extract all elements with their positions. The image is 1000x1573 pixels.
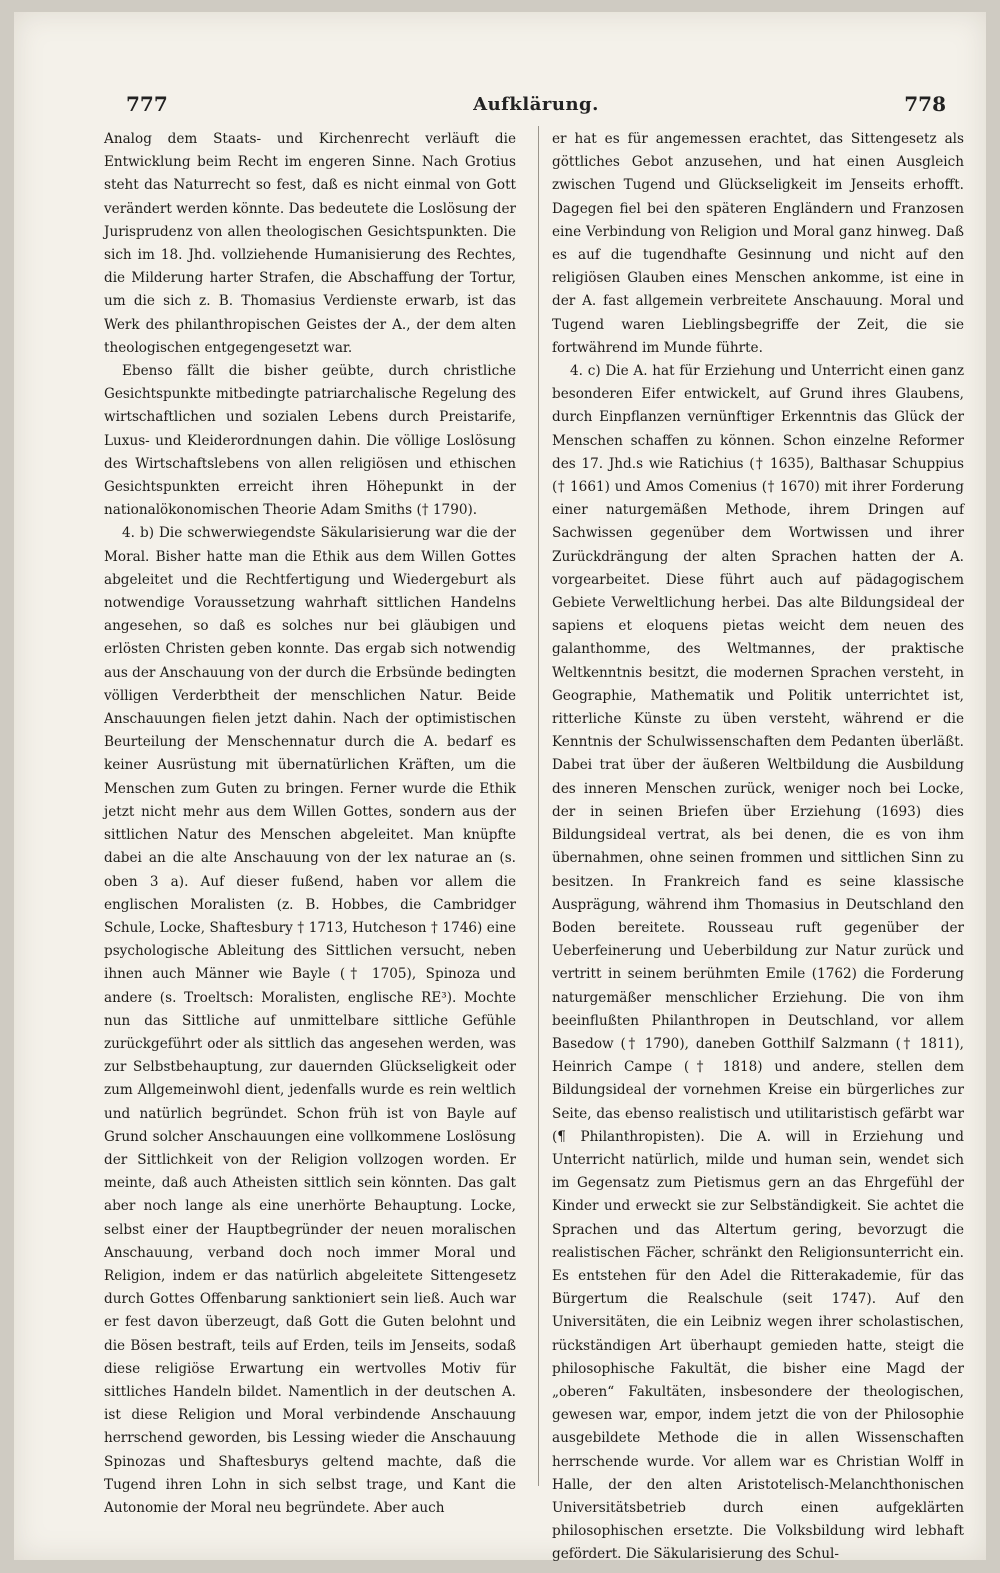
right-column <box>552 128 964 1563</box>
page-header <box>126 92 946 126</box>
paragraph: er hat es für angemessen erachtet, das Sittengesetz als göttliches Gebot anzusehen, und hat einen Ausgleich zwischen Tugend und Glückseligkeit im Jenseits erhofft. Dagegen fiel bei den späteren Engländern und Franzosen eine Verbindung von Religion und Moral ganz hinweg. Daß es auf die tugendhafte Gesinnung und nicht auf den religiösen Glauben eines Menschen ankomme, ist eine in der A. fast allgemein verbreitete Anschauung. Moral und Tugend waren Lieblingsbegriffe der Zeit, die sie fortwährend im Munde führte. <box>552 131 964 356</box>
running-head: Aufklärung. <box>473 94 599 115</box>
page-number-right: 778 <box>904 92 946 116</box>
paragraph: 4. c) Die A. hat für Erziehung und Unterricht einen ganz besonderen Eifer entwickelt, auf Grund ihres Glaubens, durch Einpflanzen vernünftiger Erkenntnis das Glück der Menschen schaffen zu können. Schon einzelne Reformer des 17. Jhd.s wie Ratichius († 1635), Balthasar Schuppius († 1661) und Amos Comenius († 1670) mit ihrer Forderung einer naturgemäßen Methode, ihrem Dringen auf Sachwissen gegenüber dem Wortwissen und ihrer Zurückdrängung der alten Sprachen hatten der A. vorgearbeitet. Diese führt auch auf pädagogischem Gebiete Verweltlichung herbei. Das alte Bildungsideal der sapiens et eloquens pietas weicht dem neuen des galanthomme, des Weltmannes, der praktische Weltkenntnis besitzt, die modernen Sprachen versteht, in Geographie, Mathematik und Politik unterrichtet ist, ritterliche Künste zu üben versteht, während er die Kenntnis der Schulwissenschaften dem Pedanten überläßt. Dabei trat über der äußeren Weltbildung die Ausbildung des inneren Menschen zurück, weniger noch bei Locke, der in seinen Briefen über Erziehung (1693) dies Bildungsideal vertrat, als bei denen, die es von ihm übernahmen, ohne seinen frommen und sittlichen Sinn zu besitzen. In Frankreich fand es seine klassische Ausprägung, während ihm Thomasius in Deutschland den Boden bereitete. Rousseau ruft gegenüber der Ueberfeinerung und Ueberbildung zur Natur zurück und vertritt in seinem berühmten Emile (1762) die Forderung naturgemäßer menschlicher Erziehung. Die von ihm beeinflußten Philanthropen in Deutschland, vor allem Basedow († 1790), daneben Gotthilf Salzmann († 1811), Heinrich Campe († 1818) und andere, stellen dem Bildungsideal der vornehmen Kreise ein bürgerliches zur Seite, das ebenso realistisch und utilitaristisch gefärbt war (¶ Philanthropisten). Die A. will in Erziehung und Unterricht natürlich, milde und human sein, wendet sich im Gegensatz zum Pietismus gern an das Ehrgefühl der Kinder und erweckt sie zur Selbständigkeit. Sie achtet die Sprachen und das Altertum gering, bevorzugt die realistischen Fächer, schränkt den Religionsunterricht ein. Es entstehen für den Adel die Ritterakademie, für das Bürgertum die Realschule (seit 1747). Auf den Universitäten, die ein Leibniz wegen ihrer scholastischen, rückständigen Art überhaupt gemieden hatte, steigt die philosophische Fakultät, die bisher eine Magd der „oberen“ Fakultäten, insbesondere der theologischen, gewesen war, empor, indem jetzt die von der Philosophie ausgebildete Methode die in allen Wissenschaften herrschende wurde. Vor allem war es Christian Wolff in Halle, der den alten Aristotelisch-Melanchthonischen Universitätsbetrieb durch einen aufgeklärten philosophischen ersetzte. Die Volksbildung wird lebhaft gefördert. Die Säkularisierung des Schul- <box>552 363 964 1563</box>
paragraph: 4. b) Die schwerwiegendste Säkularisierung war die der Moral. Bisher hatte man die Ethik aus dem Willen Gottes abgeleitet und die Rechtfertigung und Wiedergeburt als notwendige Voraussetzung wahrhaft sittlichen Handelns angesehen, so daß es solches nur bei gläubigen und erlösten Christen geben konnte. Das ergab sich notwendig aus der Anschauung von der durch die Erbsünde bedingten völligen Verderbtheit der menschlichen Natur. Beide Anschauungen fielen jetzt dahin. Nach der optimistischen Beurteilung der Menschennatur durch die A. bedarf es keiner Ausrüstung mit übernatürlichen Kräften, um die Menschen zum Guten zu bringen. Ferner wurde die Ethik jetzt nicht mehr aus dem Willen Gottes, sondern aus der sittlichen Natur des Menschen abgeleitet. Man knüpfte dabei an die alte Anschauung von der lex naturae an (s. oben 3 a). Auf dieser fußend, haben vor allem die englischen Moralisten (z. B. Hobbes, die Cambridger Schule, Locke, Shaftesbury † 1713, Hutcheson † 1746) eine psychologische Ableitung des Sittlichen versucht, neben ihnen auch Männer wie Bayle († 1705), Spinoza und andere (s. Troeltsch: Moralisten, englische RE³). Mochte nun das Sittliche auf unmittelbare sittliche Gefühle zurückgeführt oder als sittlich das angesehen werden, was zur Selbstbehauptung, zur dauernden Glückseligkeit oder zum Allgemeinwohl dient, jedenfalls wurde es rein weltlich und natürlich begründet. Schon früh ist von Bayle auf Grund solcher Anschauungen eine vollkommene Loslösung der Sittlichkeit von der Religion vollzogen worden. Er meinte, daß auch Atheisten sittlich sein könnten. Das galt aber noch lange als eine unerhörte Behauptung. Locke, selbst einer der Hauptbegründer der neuen moralischen Anschauung, verband doch noch immer Moral und Religion, indem er das natürlich abgeleitete Sittengesetz durch Gottes Offenbarung sanktioniert sein ließ. Auch war er fest davon überzeugt, daß Gott die Guten belohnt und die Bösen bestraft, teils auf Erden, teils im Jenseits, sodaß diese religiöse Erwartung ein wertvolles Motiv für sittliches Handeln bildet. Namentlich in der deutschen A. ist diese Religion und Moral verbindende Anschauung herrschend geworden, bis Lessing wieder die Anschauung Spinozas und Shaftesburys geltend machte, daß die Tugend ihren Lohn in sich selbst trage, und Kant die Autonomie der Moral neu begründete. Aber auch <box>104 525 516 1516</box>
column-divider <box>538 126 539 1486</box>
paragraph: Ebenso fällt die bisher geübte, durch christliche Gesichtspunkte mitbedingte patriarchalische Regelung des wirtschaftlichen und sozialen Lebens durch Preistarife, Luxus- und Kleiderordnungen dahin. Die völlige Loslösung des Wirtschaftslebens von allen religiösen und ethischen Gesichtspunkten erreicht ihren Höhepunkt in der nationalökonomischen Theorie Adam Smiths († 1790). <box>104 363 516 519</box>
paragraph: Analog dem Staats- und Kirchenrecht verläuft die Entwicklung beim Recht im engeren Sinne. Nach Grotius steht das Naturrecht so fest, daß es nicht einmal von Gott verändert werden könnte. Das bedeutete die Loslösung der Jurisprudenz von allen theologischen Gesichtspunkten. Die sich im 18. Jhd. vollziehende Humanisierung des Rechtes, die Milderung harter Strafen, die Abschaffung der Tortur, um die sich z. B. Thomasius Verdienste erwarb, ist das Werk des philanthropischen Geistes der A., der dem alten theologischen entgegengesetzt war. <box>104 131 516 356</box>
page-number-left: 777 <box>126 92 168 116</box>
left-column <box>104 128 516 1516</box>
